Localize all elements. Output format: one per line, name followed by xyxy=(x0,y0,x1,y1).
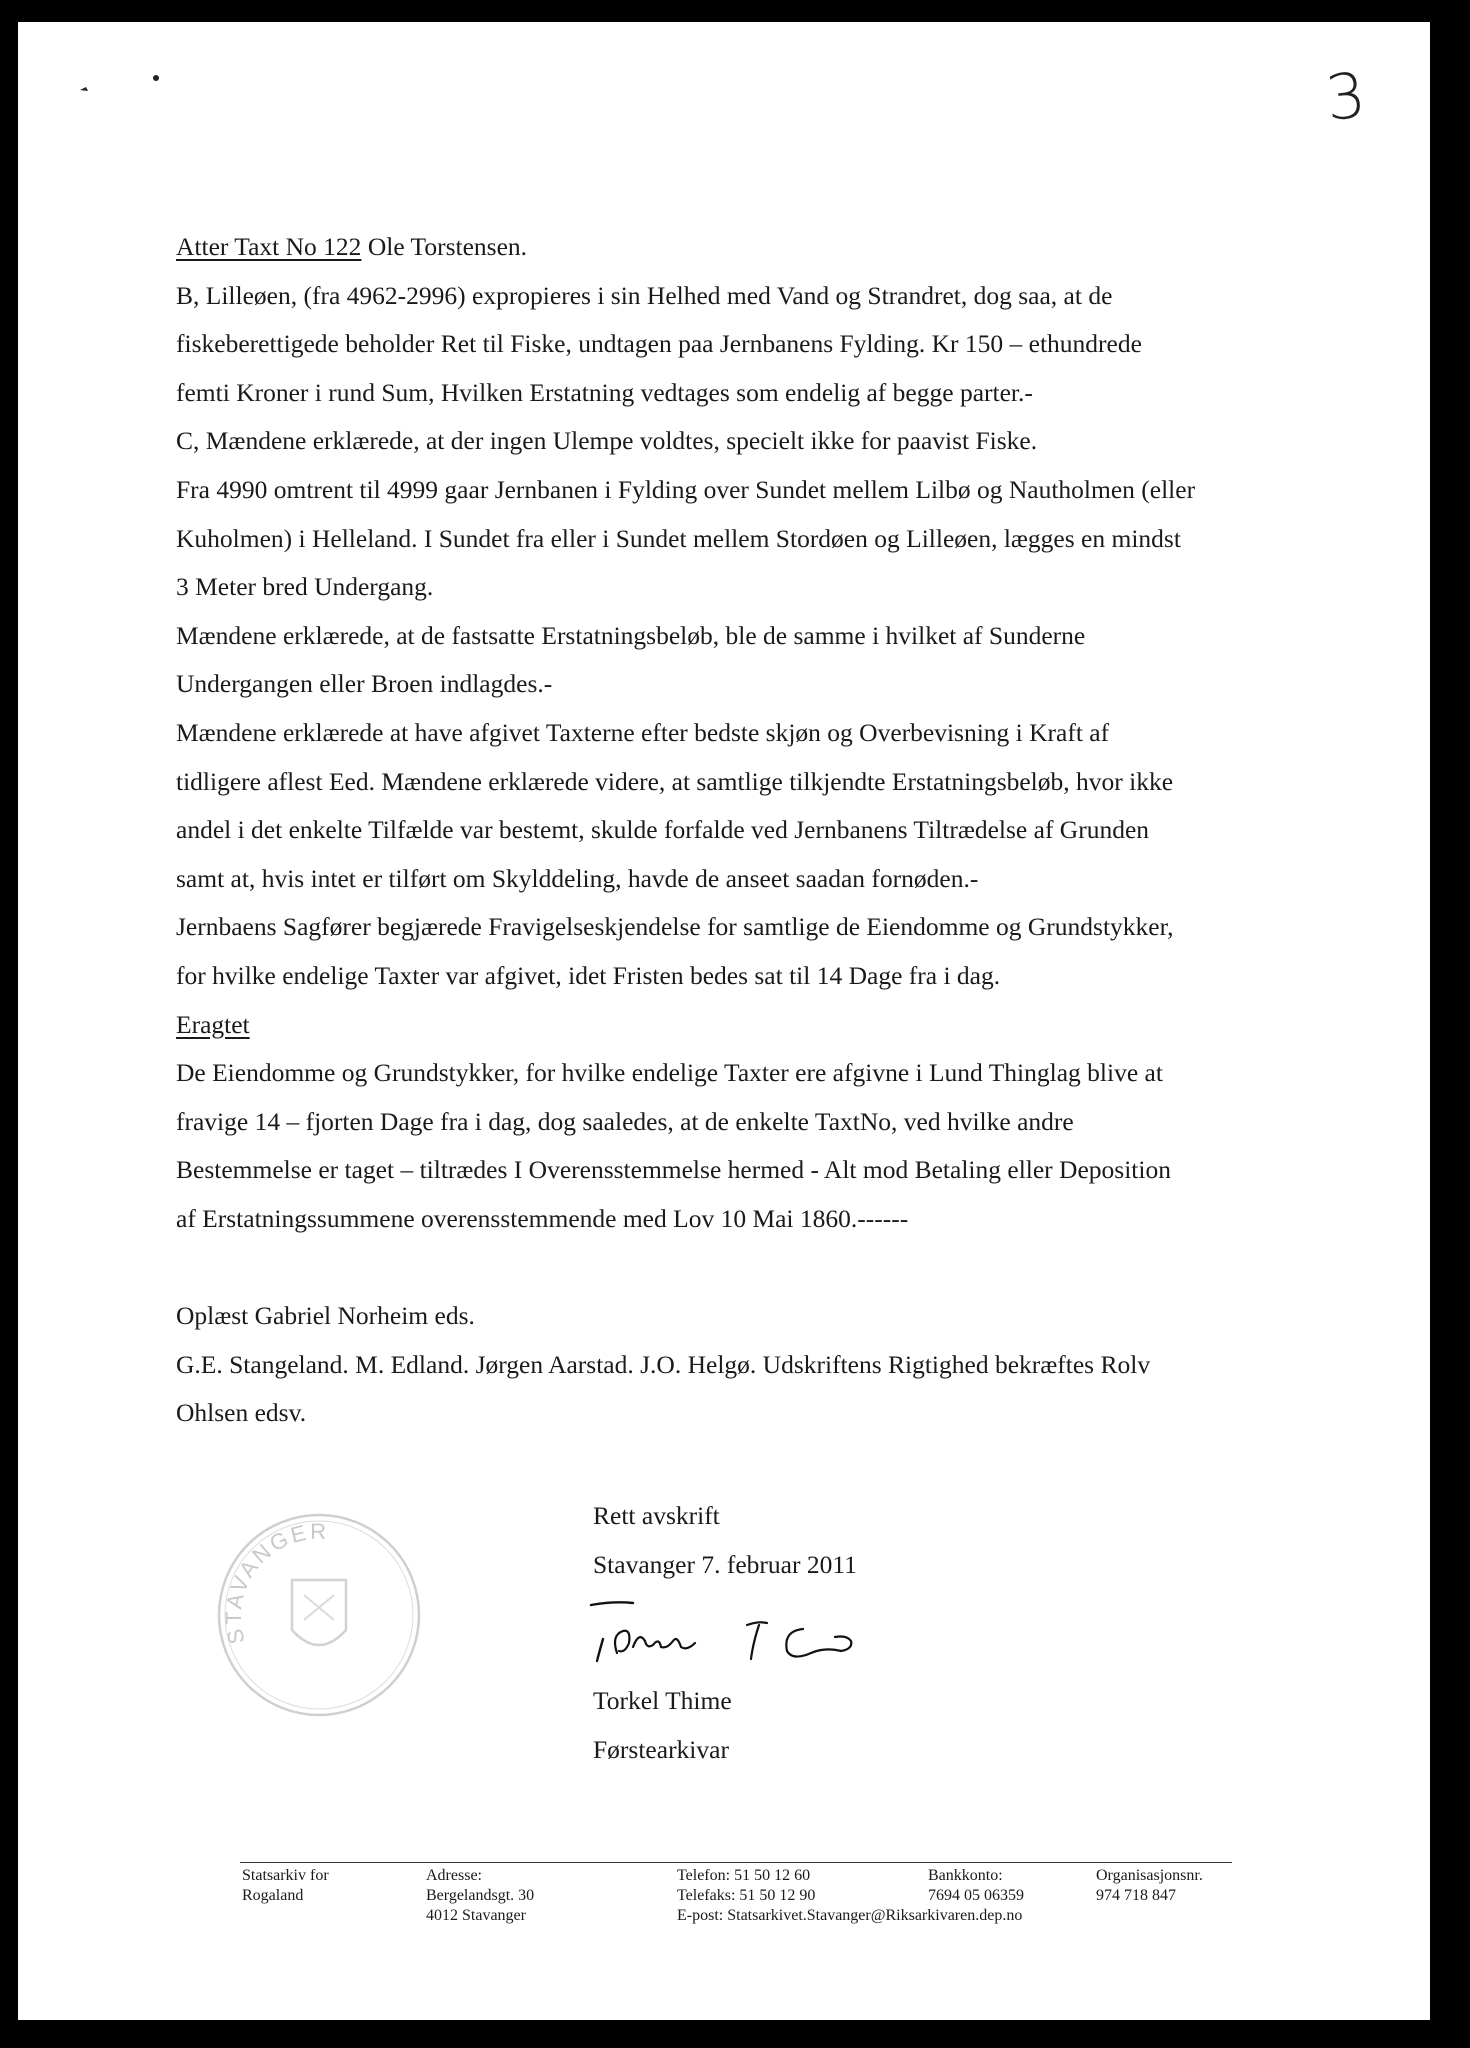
text-line: samt at, hvis intet er tilført om Skylddeling, havde de anseet saadan fornøden.- xyxy=(176,863,979,893)
text-line: G.E. Stangeland. M. Edland. Jørgen Aarstad. J.O. Helgø. Udskriftens Rigtighed bekræftes Rolv xyxy=(176,1349,1151,1379)
taxt-heading: Atter Taxt No 122 xyxy=(176,232,362,261)
text-line: Undergangen eller Broen indlagdes.- xyxy=(176,669,553,699)
footer-org xyxy=(242,1866,329,1906)
footer-rule xyxy=(240,1862,1232,1863)
footer-orgnr-value: 974 718 847 xyxy=(1096,1887,1176,1904)
text-line: Bestemmelse er taget – tiltrædes I Overensstemmelse hermed - Alt mod Betaling eller Deposition xyxy=(176,1155,1171,1185)
text-line: Oplæst Gabriel Norheim eds. xyxy=(176,1301,475,1331)
footer-fax: Telefaks: 51 50 12 90 xyxy=(677,1887,816,1904)
eragtet-heading: Eragtet xyxy=(176,1009,250,1039)
text-line: De Eiendomme og Grundstykker, for hvilke endelige Taxter ere afgivne i Lund Thinglag blive at xyxy=(176,1058,1163,1088)
place-date: Stavanger 7. februar 2011 xyxy=(593,1549,857,1579)
text-line: Kuholmen) i Helleland. I Sundet fra eller i Sundet mellem Stordøen og Lilleøen, lægges en mindst xyxy=(176,523,1181,553)
text-line: B, Lilleøen, (fra 4962-2996) expropieres i sin Helhed med Vand og Strandret, dog saa, at de xyxy=(176,280,1113,310)
footer-address-line: Bergelandsgt. 30 xyxy=(426,1887,535,1904)
text-line: for hvilke endelige Taxter var afgivet, idet Fristen bedes sat til 14 Dage fra i dag. xyxy=(176,960,1001,990)
text-line: Jernbaens Sagfører begjærede Fravigelseskjendelse for samtlige de Eiendomme og Grundstykker, xyxy=(176,912,1174,942)
footer-address xyxy=(426,1866,534,1926)
text-line: af Erstatningssummene overensstemmende med Lov 10 Mai 1860.------ xyxy=(176,1203,909,1233)
text-line: Ohlsen edsv. xyxy=(176,1398,307,1428)
footer-org-line: Rogaland xyxy=(242,1887,304,1904)
footer-orgnr xyxy=(1096,1866,1203,1906)
text-line: Mændene erklærede at have afgivet Taxterne efter bedste skjøn og Overbevisning i Kraft af xyxy=(176,717,1110,747)
document-body xyxy=(176,223,1321,1438)
footer-orgnr-label: Organisasjonsnr. xyxy=(1096,1867,1203,1884)
certified-copy-label: Rett avskrift xyxy=(593,1501,720,1530)
footer-email: E-post: Statsarkivet.Stavanger@Riksarkivaren.dep.no xyxy=(677,1907,1023,1924)
text-line: C, Mændene erklærede, at der ingen Ulempe voldtes, specielt ikke for paavist Fiske. xyxy=(176,426,1038,456)
signer-name: Torkel Thime xyxy=(593,1686,732,1716)
footer-bank-label: Bankkonto: xyxy=(928,1867,1003,1884)
scan-specks xyxy=(78,68,168,108)
signer-title: Førstearkivar xyxy=(593,1734,729,1764)
handwritten-signature xyxy=(589,1591,879,1669)
text-line: fiskeberettigede beholder Ret til Fiske, undtagen paa Jernbanens Fylding. Kr 150 – ethundrede xyxy=(176,329,1142,359)
footer-address-line: 4012 Stavanger xyxy=(426,1907,526,1924)
text-line: femti Kroner i rund Sum, Hvilken Erstatning vedtages som endelig af begge parter.- xyxy=(176,377,1033,407)
footer-address-label: Adresse: xyxy=(426,1867,482,1884)
page-number: 3 xyxy=(1321,58,1369,135)
text-line: fravige 14 – fjorten Dage fra i dag, dog saaledes, at de enkelte TaxtNo, ved hvilke andre xyxy=(176,1106,1074,1136)
text-line: tidligere aflest Eed. Mændene erklærede videre, at samtlige tilkjendte Erstatningsbeløb, hvor ikke xyxy=(176,766,1174,796)
text-line: andel i det enkelte Tilfælde var bestemt, skulde forfalde ved Jernbanens Tiltrædelse af Grunden xyxy=(176,815,1150,845)
footer-bank-number: 7694 05 06359 xyxy=(928,1887,1024,1904)
text-line: 3 Meter bred Undergang. xyxy=(176,572,434,602)
stamp-text: STAVANGER xyxy=(220,1518,330,1647)
heading-line xyxy=(176,223,1321,272)
text-line: Mændene erklærede, at de fastsatte Erstatningsbeløb, ble de samme i hvilket af Sunderne xyxy=(176,620,1086,650)
taxt-owner: Ole Torstensen. xyxy=(361,232,528,261)
footer-phone: Telefon: 51 50 12 60 xyxy=(677,1867,811,1884)
svg-text:STAVANGER xyxy=(221,1519,329,1646)
spacer xyxy=(176,1243,1321,1292)
archive-stamp xyxy=(214,1510,424,1720)
footer-bank xyxy=(928,1866,1024,1906)
signature-block xyxy=(593,1492,879,1774)
footer-org-line: Statsarkiv for xyxy=(242,1867,329,1884)
text-line: Fra 4990 omtrent til 4999 gaar Jernbanen i Fylding over Sundet mellem Lilbø og Nautholmen (eller xyxy=(176,474,1196,504)
